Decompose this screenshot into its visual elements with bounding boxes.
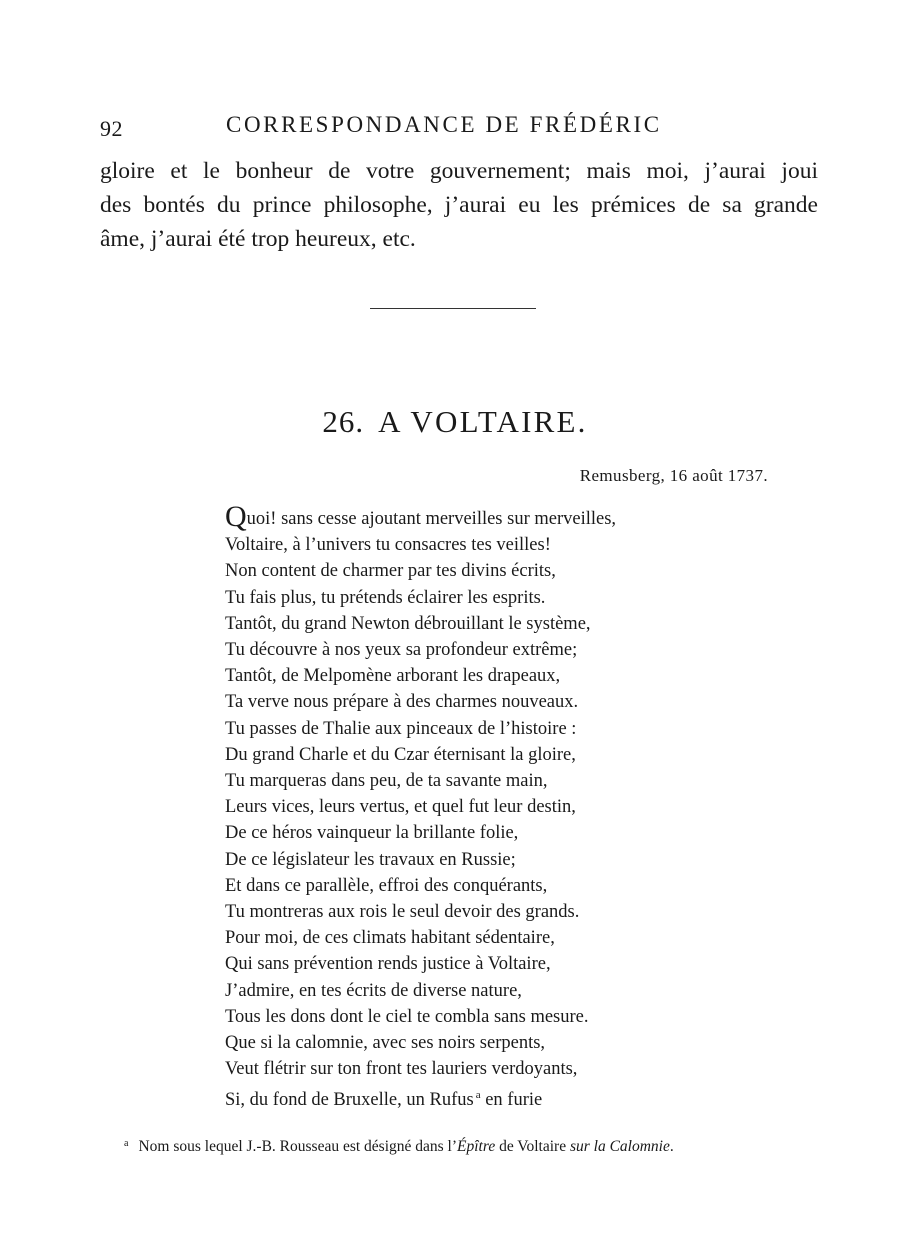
poem-verse: Voltaire, à l’univers tu consacres tes veilles!	[225, 535, 551, 556]
poem-verse: Tu marqueras dans peu, de ta savante main,	[225, 771, 548, 792]
poem-verse: Tantôt, de Melpomène arborant les drapeaux,	[225, 666, 561, 687]
poem-verse: Tu fais plus, tu prétends éclairer les esprits.	[225, 587, 546, 608]
footnote-text: .	[669, 1138, 674, 1155]
poem-verse: Du grand Charle et du Czar éternisant la gloire,	[225, 744, 576, 765]
footnote-italic: sur la Calomnie	[569, 1138, 670, 1155]
letter-title	[0, 404, 900, 440]
poem-verse: Tantôt, du grand Newton débrouillant le système,	[225, 613, 591, 634]
drop-cap: Q	[225, 500, 247, 533]
poem-verse: Veut flétrir sur ton front tes lauriers verdoyants,	[225, 1059, 578, 1080]
page-number: 92	[100, 116, 123, 141]
footnote-mark: a	[124, 1138, 129, 1149]
footnote-text: de Voltaire	[495, 1138, 570, 1155]
poem-verse: De ce législateur les travaux en Russie;	[225, 849, 516, 870]
letter-heading: A VOLTAIRE.	[378, 404, 588, 439]
paragraph-line: des bontés du prince philosophe, j’aurai eu les prémices de sa grande	[100, 192, 818, 218]
running-head: CORRESPONDANCE DE FRÉDÉRIC	[226, 112, 662, 137]
poem-verse: J’admire, en tes écrits de diverse nature,	[225, 980, 522, 1001]
letter-number: 26.	[322, 404, 365, 439]
continuation-paragraph	[100, 154, 818, 256]
dateline: Remusberg, 16 août 1737.	[579, 466, 768, 485]
poem-verse: Tu découvre à nos yeux sa profondeur extrême;	[225, 640, 578, 661]
poem-verse: Tu montreras aux rois le seul devoir des grands.	[225, 902, 580, 923]
footnote	[124, 1138, 674, 1156]
poem-verse: Leurs vices, leurs vertus, et quel fut leur destin,	[225, 797, 576, 818]
verse-text: en furie	[480, 1090, 543, 1111]
footnote-reference: a	[475, 1089, 481, 1102]
footnote-text: Nom sous lequel J.-B. Rousseau est désigné dans l’	[138, 1138, 458, 1155]
paragraph-line: âme, j’aurai été trop heureux, etc.	[100, 226, 416, 252]
poem-verse: De ce héros vainqueur la brillante folie,	[225, 823, 519, 844]
footnote-italic: Épître	[457, 1138, 496, 1155]
poem-verse: Que si la calomnie, avec ses noirs serpents,	[225, 1033, 546, 1054]
poem-verse: Ta verve nous prépare à des charmes nouveaux.	[225, 692, 579, 713]
poem	[225, 500, 745, 1114]
poem-verse: Qui sans prévention rends justice à Voltaire,	[225, 954, 551, 975]
paragraph-line: gloire et le bonheur de votre gouvernement; mais moi, j’aurai joui	[100, 158, 818, 184]
poem-verse: Non content de charmer par tes divins écrits,	[225, 561, 556, 582]
verse-text: Si, du fond de Bruxelle, un Rufus	[225, 1090, 474, 1111]
section-divider	[370, 308, 536, 309]
poem-verse	[225, 500, 745, 533]
poem-verse: Et dans ce parallèle, effroi des conquérants,	[225, 875, 548, 896]
verse-text: uoi! sans cesse ajoutant merveilles sur merveilles,	[246, 509, 617, 529]
poem-verse	[225, 1082, 745, 1113]
poem-verse: Tu passes de Thalie aux pinceaux de l’histoire :	[225, 718, 577, 739]
poem-verse: Pour moi, de ces climats habitant sédentaire,	[225, 928, 555, 949]
poem-verse: Tous les dons dont le ciel te combla sans mesure.	[225, 1006, 589, 1027]
